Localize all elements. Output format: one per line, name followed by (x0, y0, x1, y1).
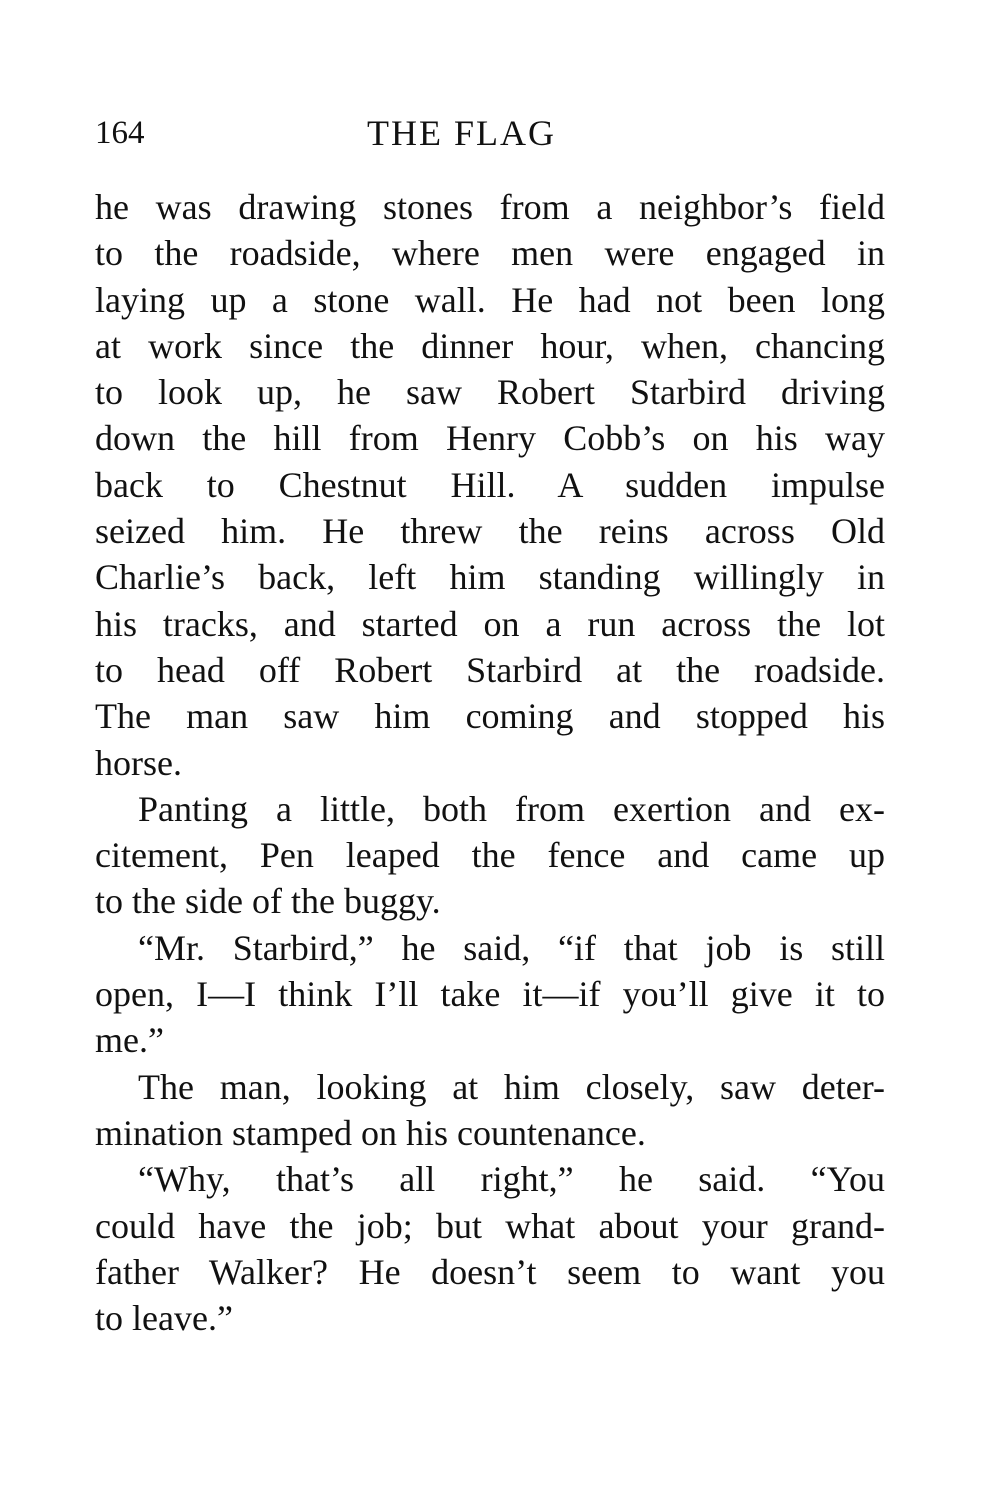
running-title: THE FLAG (367, 113, 556, 153)
page-number: 164 (95, 115, 145, 151)
text-line: back to Chestnut Hill. A sudden impulse (95, 464, 885, 505)
text-line: to head off Robert Starbird at the roadside. (95, 649, 885, 690)
text-line: down the hill from Henry Cobb’s on his way (95, 418, 885, 459)
text-line: laying up a stone wall. He had not been long (95, 279, 885, 320)
text-line: The man saw him coming and stopped his (95, 696, 885, 737)
text-line: to leave.” (95, 1298, 233, 1339)
text-line: at work since the dinner hour, when, chancing (95, 325, 885, 366)
text-line: citement, Pen leaped the fence and came up (95, 835, 885, 876)
text-line: open, I—I think I’ll take it—if you’ll give it to (95, 974, 885, 1015)
text-line: to look up, he saw Robert Starbird driving (95, 372, 885, 413)
text-line: could have the job; but what about your grand- (95, 1205, 885, 1246)
text-line: “Mr. Starbird,” he said, “if that job is still (138, 927, 885, 968)
text-line: to the roadside, where men were engaged in (95, 233, 885, 274)
text-line: seized him. He threw the reins across Old (95, 511, 885, 552)
text-line: Charlie’s back, left him standing willingly in (95, 557, 885, 598)
text-line: horse. (95, 742, 182, 783)
text-line: father Walker? He doesn’t seem to want you (95, 1251, 885, 1292)
text-line: mination stamped on his countenance. (95, 1112, 646, 1153)
text-line: me.” (95, 1020, 164, 1061)
text-line: Panting a little, both from exertion and ex- (138, 788, 885, 829)
body-text (95, 184, 885, 1341)
text-line: his tracks, and started on a run across the lot (95, 603, 885, 644)
text-line: to the side of the buggy. (95, 881, 441, 922)
text-line: “Why, that’s all right,” he said. “You (138, 1159, 885, 1200)
text-line: he was drawing stones from a neighbor’s field (95, 187, 885, 227)
running-head (95, 108, 885, 158)
text-line: The man, looking at him closely, saw deter- (138, 1066, 885, 1107)
